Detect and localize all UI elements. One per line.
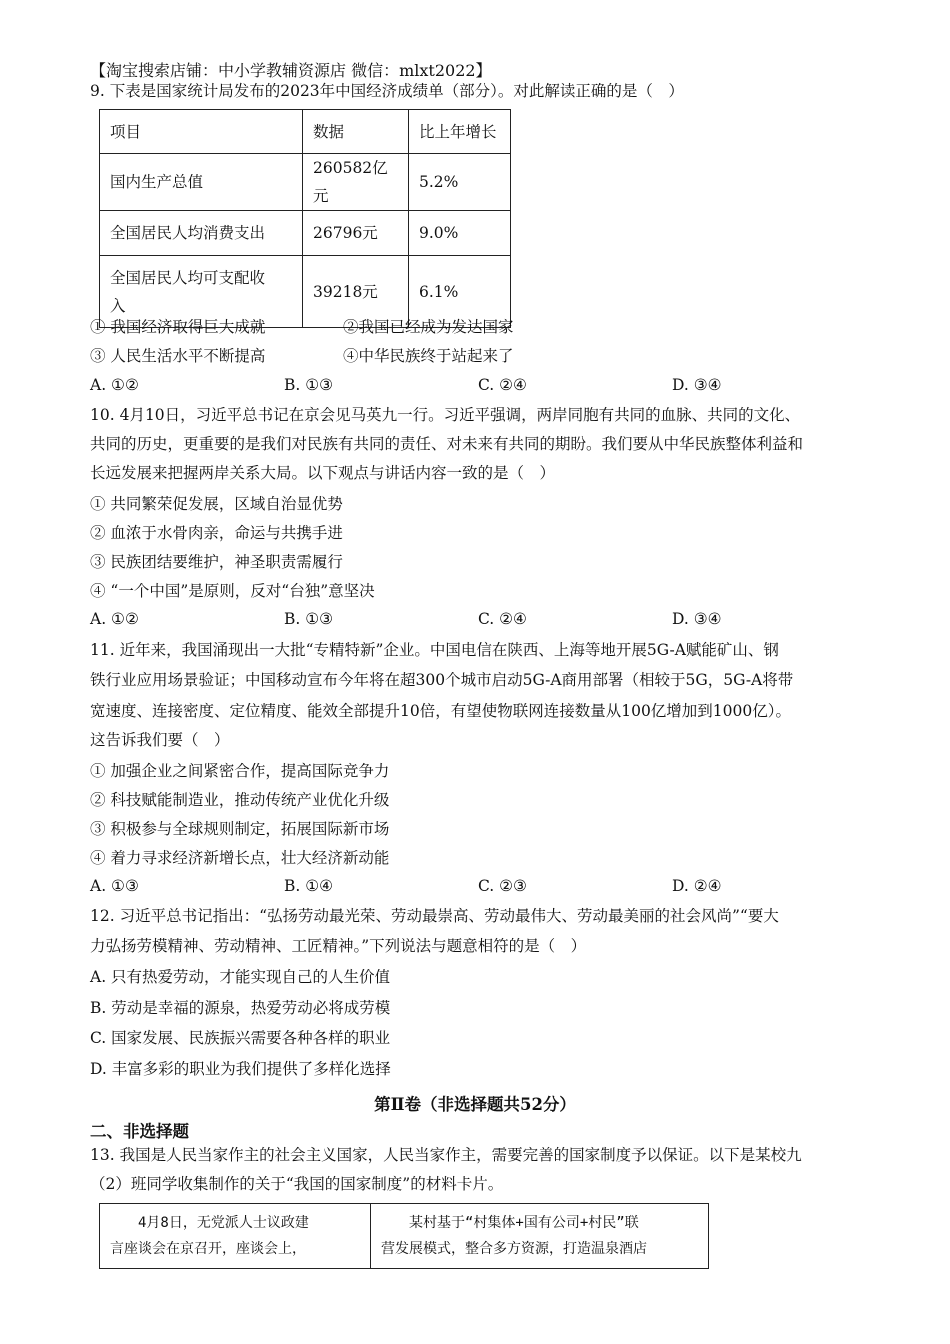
table-cell: 9.0% [409,211,511,256]
q9-stem: 9. 下表是国家统计局发布的2023年中国经济成绩单（部分）。对此解读正确的是（ ） [90,82,684,100]
table-cell: 国内生产总值 [100,154,303,211]
table-header-cell: 项目 [100,110,303,154]
q11-stem-line: 铁行业应用场景验证；中国移动宣布今年将在超300个城市启动5G-A商用部署（相较于5G，5G-A将带 [90,671,794,689]
table-header-row [100,110,511,154]
q10-option-b: B. ①③ [284,610,334,628]
q12-option-a: A. 只有热爱劳动，才能实现自己的人生价值 [90,968,391,986]
q11-stem-line: 这告诉我们要（ ） [90,731,230,749]
q10-statement: ③ 民族团结要维护，神圣职责需履行 [90,553,343,571]
q11-statement: ④ 着力寻求经济新增长点，壮大经济新动能 [90,849,390,867]
q11-option-d: D. ②④ [672,877,722,895]
table-cell-line: 全国居民人均可支配收 [110,268,266,287]
q12-option-d: D. 丰富多彩的职业为我们提供了多样化选择 [90,1060,391,1078]
q10-option-d: D. ③④ [672,610,722,628]
q10-statement: ② 血浓于水骨肉亲，命运与共携手进 [90,524,343,542]
q12-stem-line: 12. 习近平总书记指出：“弘扬劳动最光荣、劳动最崇高、劳动最伟大、劳动最美丽的社会风尚”“要大 [90,907,779,925]
table-cell-line: 入 [110,296,126,315]
q10-stem-line: 共同的历史，更重要的是我们对民族有共同的责任、对未来有共同的期盼。我们要从中华民族整体利益和 [90,435,804,453]
header-banner: 【淘宝搜索店铺：中小学教辅资源店 微信：mlxt2022】 [90,61,492,80]
q10-stem-line: 长远发展来把握两岸关系大局。以下观点与讲话内容一致的是（ ） [90,464,556,482]
q11-option-c: C. ②③ [478,877,527,895]
q10-option-a: A. ①② [90,610,139,628]
table-header-cell: 数据 [303,110,409,154]
q10-statement: ① 共同繁荣促发展，区域自治显优势 [90,495,343,513]
q9-option-d: D. ③④ [672,376,722,394]
table-row [100,211,511,256]
q11-stem-line: 宽速度、连接密度、定位精度、能效全部提升10倍，有望使物联网连接数量从100亿增加到1000亿）。 [90,702,792,720]
q13-stem-line: （2）班同学收集制作的关于“我国的国家制度”的材料卡片。 [90,1175,504,1193]
q9-table [99,109,511,328]
section-title: 第Ⅱ卷（非选择题共52分） [374,1095,576,1114]
q10-stem-line: 10. 4月10日，习近平总书记在京会见马英九一行。习近平强调，两岸同胞有共同的血脉、共同的文化、 [90,406,801,424]
q12-option-c: C. 国家发展、民族振兴需要各种各样的职业 [90,1029,391,1047]
card-line: 言座谈会在京召开，座谈会上， [110,1241,306,1257]
table-cell: 26796元 [303,211,409,256]
card-line: 4月8日，无党派人士议政建 [138,1215,309,1231]
table-row [100,154,511,211]
table-cell: 6.1% [409,256,511,328]
table-header-cell: 比上年增长 [409,110,511,154]
q10-option-c: C. ②④ [478,610,527,628]
q9-option-a: A. ①② [90,376,139,394]
q12-stem-line: 力弘扬劳模精神、劳动精神、工匠精神。”下列说法与题意相符的是（ ） [90,937,587,955]
material-cards [99,1203,709,1269]
q11-option-b: B. ①④ [284,877,334,895]
q9-option-b: B. ①③ [284,376,334,394]
q9-option-c: C. ②④ [478,376,527,394]
q9-statement: ②我国已经成为发达国家 [343,318,514,336]
cards-row [100,1204,709,1269]
q11-statement: ① 加强企业之间紧密合作，提高国际竞争力 [90,762,390,780]
card-line: 某村基于“村集体+国有公司+村民”联 [409,1215,639,1231]
q9-statement: ③ 人民生活水平不断提高 [90,347,266,365]
table-cell: 5.2% [409,154,511,211]
q11-stem-line: 11. 近年来，我国涌现出一大批“专精特新”企业。中国电信在陕西、上海等地开展5G-A赋能矿山、钢 [90,641,779,659]
q11-statement: ② 科技赋能制造业，推动传统产业优化升级 [90,791,390,809]
q12-option-b: B. 劳动是幸福的源泉，热爱劳动必将成劳模 [90,999,391,1017]
part-heading: 二、非选择题 [90,1122,189,1141]
table-cell: 260582亿元 [303,154,409,211]
q11-option-a: A. ①③ [90,877,139,895]
q10-statement: ④ “一个中国”是原则，反对“台独”意坚决 [90,582,375,600]
table-cell: 全国居民人均消费支出 [100,211,303,256]
table-cell: 39218元 [303,256,409,328]
material-card [100,1204,371,1269]
material-card [371,1204,709,1269]
card-line: 营发展模式，整合多方资源，打造温泉酒店 [381,1241,647,1257]
q11-statement: ③ 积极参与全球规则制定，拓展国际新市场 [90,820,390,838]
q9-statement: ① 我国经济取得巨大成就 [90,318,266,336]
q9-statement: ④中华民族终于站起来了 [343,347,514,365]
q13-stem-line: 13. 我国是人民当家作主的社会主义国家，人民当家作主，需要完善的国家制度予以保证。以下是某校九 [90,1146,802,1164]
